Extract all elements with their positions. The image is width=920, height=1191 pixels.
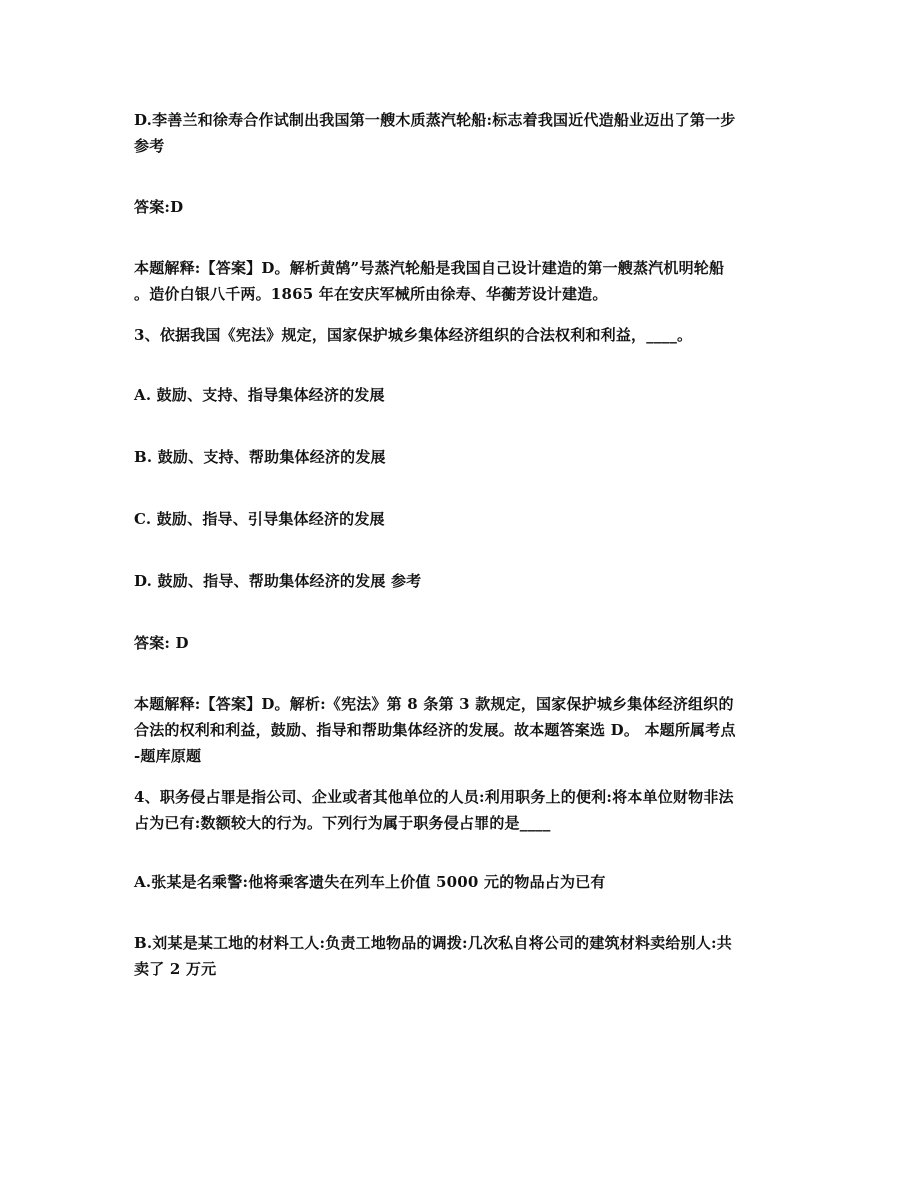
question-4-option-b: 卖了 2 万元 [134, 960, 217, 978]
question-3-option-c: C. 鼓励、指导、引导集体经济的发展 [134, 510, 385, 528]
explanation-text: 。造价白银八千两。1865 年在安庆军械所由徐寿、华蘅芳设计建造。 [134, 285, 608, 303]
answer-text: 答案:D [134, 198, 184, 216]
question-3-stem: 3、依据我国《宪法》规定，国家保护城乡集体经济组织的合法权利和利益，____。 [134, 326, 693, 344]
explanation-text: 本题解释:【答案】D。解析黄鹄”号蒸汽轮船是我国自己设计建造的第一艘蒸汽机明轮船 [134, 259, 725, 277]
question-3-answer: 答案: D [134, 634, 189, 652]
question-4-option-b: B.刘某是某工地的材料工人:负责工地物品的调拨:几次私自将公司的建筑材料卖给别人:共 [134, 934, 732, 952]
question-3-explanation: -题库原题 [134, 747, 202, 765]
question-4-stem: 占为已有:数额较大的行为。下列行为属于职务侵占罪的是____ [134, 814, 551, 832]
question-3-option-b: B. 鼓励、支持、帮助集体经济的发展 [134, 448, 386, 466]
question-4-stem: 4、职务侵占罪是指公司、企业或者其他单位的人员:利用职务上的便利:将本单位财物非法 [134, 788, 734, 806]
question-3-explanation: 本题解释:【答案】D。解析:《宪法》第 8 条第 3 款规定，国家保护城乡集体经济组织的 [134, 695, 734, 713]
question-3-explanation: 合法的权利和利益，鼓励、指导和帮助集体经济的发展。故本题答案选 D。 本题所属考点 [134, 721, 736, 739]
question-3-option-a: A. 鼓励、支持、指导集体经济的发展 [134, 386, 385, 404]
reference-label: 参考 [134, 137, 165, 155]
question-4-option-a: A.张某是名乘警:他将乘客遗失在列车上价值 5000 元的物品占为已有 [134, 873, 606, 891]
question-3-option-d: D. 鼓励、指导、帮助集体经济的发展 参考 [134, 572, 422, 590]
option-d-text: D.李善兰和徐寿合作试制出我国第一艘木质蒸汽轮船:标志着我国近代造船业迈出了第一步 [134, 111, 736, 129]
